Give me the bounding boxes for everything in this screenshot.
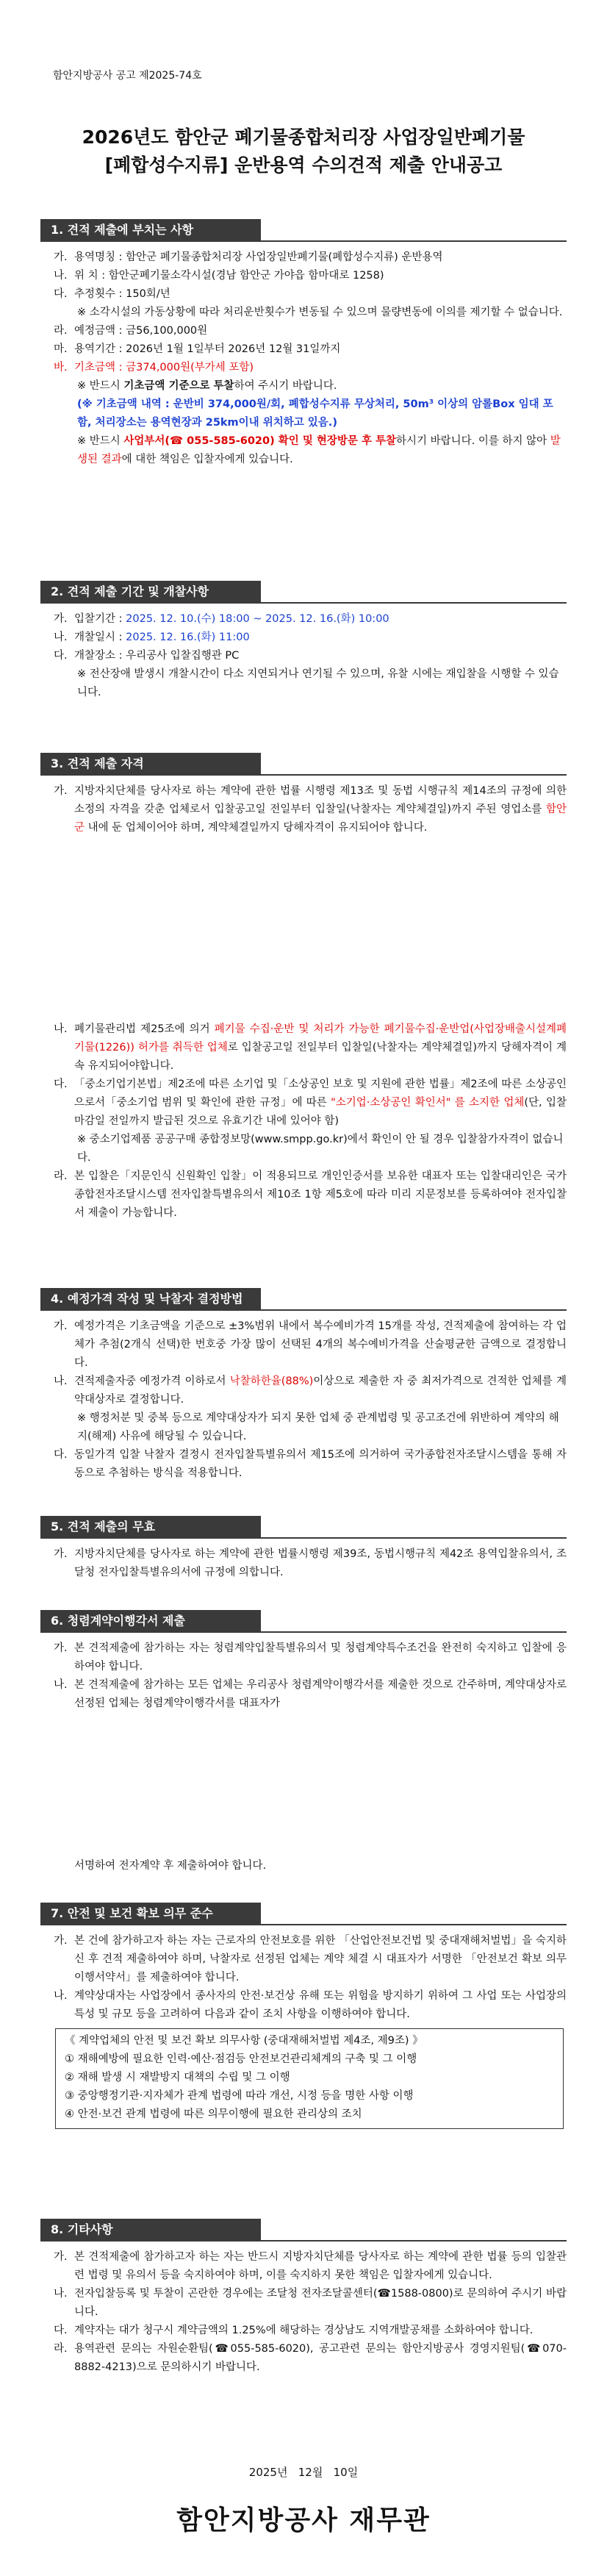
s6-item-b: 본 견적제출에 참가하는 모든 업체는 우리공사 청렴계약이행각서를 제출한 것으로 간주하며, 계약대상자로 선정된 업체는 청렴계약이행각서를 대표자가: [74, 1679, 567, 1709]
section-1-header: 1. 견적 제출에 부치는 사항: [40, 219, 567, 243]
s6-item-b-cont: 서명하여 전자계약 후 제출하여야 합니다.: [74, 1860, 267, 1872]
s1-item-a: 용역명칭 : 함안군 폐기물종합처리장 사업장일반폐기물(폐합성수지류) 운반용역: [74, 251, 443, 263]
s8-item-d: 용역관련 문의는 자원순환팀(☎055-585-6020), 공고관련 문의는 함안지방공사 경영지원팀(☎070-8882-4213)으로 문의하시기 바랍니다.: [74, 2343, 567, 2373]
s7-item-b: 계약상대자는 사업장에서 종사자의 안전·보건상 유해 또는 위험을 방지하기 위하여 그 사업 또는 사업장의 특성 및 규모 등을 고려하여 다음과 같이 조치 사항을 이행하여야 합니다.: [74, 1990, 567, 2020]
s4-item-a: 예정가격은 기초금액을 기준으로 ±3%범위 내에서 복수예비가격 15개를 작성, 견적제출에 참여하는 각 업체가 추첨(2개식 선택)한 번호중 가장 많이 선택된 4개의 복수예비가격을 산술평균한 금액으로 결정합니다.: [74, 1320, 567, 1369]
s1-item-c: 추정횟수 : 150회/년: [74, 288, 170, 300]
section-8: 8. 기타사항 가. 본 견적제출에 참가하고자 하는 자는 반드시 지방자치단체를 당사자로 하는 계약에 관한 법률 등의 입찰관련 법령 및 유의서 등을 숙지하여야 하며, 이를 숙지하지 못한 책임은 입찰자에게 있습니다. 나. 전자입찰등록 및 투찰이 곤란한 경우에는 조달청 전자조달콜센터(☎1588-0800)로 문의하여 주시기 바랍니다. 다. 계약자는 대가 청구시 계약금액의 1.25%에 해당하는 경상남도 지역개발공채를 소화하여야 합니다. 라. 용역관련 문의는 자원순환팀(☎055-585-6020), 공고관련 문의는 함안지방공사 경영지원팀(☎070-8882-4213)으로 문의하시기 바랍니다.: [40, 2219, 567, 2377]
s2-opening-time: 개찰일시 : 2025. 12. 16.(화) 11:00: [74, 632, 250, 643]
s2-note: ※ 전산장애 발생시 개찰시간이 다소 지연되거나 연기될 수 있으며, 유찰 시에는 재입찰을 시행할 수 있습니다.: [77, 668, 559, 698]
s7-item-a: 본 건에 참가하고자 하는 자는 근로자의 안전보호를 위한 「산업안전보건법 및 중대재해처벌법」을 숙지하신 후 견적 제출하여야 하며, 낙찰자로 선정된 업체는 계약 체결 시 대표자가 서명한 「안전보건 확보 의무 이행서약서」를 제출하여야 합니다.: [74, 1935, 567, 1983]
s1-item-b: 위 치 : 함안군폐기물소각시설(경남 함안군 가야읍 함마대로 1258): [74, 270, 384, 282]
safety-duty-item: ② 재해 발생 시 재발방지 대책의 수립 및 그 이행: [65, 2072, 290, 2083]
safety-duties-box: [55, 2028, 564, 2129]
s1-note-f: ※ 반드시 기초금액 기준으로 투찰하여 주시기 바랍니다.: [77, 380, 337, 392]
s4-item-b: 견적제출자중 예정가격 이하로서 낙찰하한율(88%)이상으로 제출한 자 중 최저가격으로 견적한 업체를 계약대상자로 결정합니다.: [74, 1375, 567, 1406]
s8-item-c: 계약자는 대가 청구시 계약금액의 1.25%에 해당하는 경상남도 지역개발공채를 소화하여야 합니다.: [74, 2325, 534, 2336]
section-7: 7. 안전 및 보건 확보 의무 준수 가. 본 건에 참가하고자 하는 자는 근로자의 안전보호를 위한 「산업안전보건법 및 중대재해처벌법」을 숙지하신 후 견적 제출하여야 하며, 낙찰자로 선정된 업체는 계약 체결 시 대표자가 서명한 「안전보건 확보 의무 이행서약서」를 제출하여야 합니다. 나. 계약상대자는 사업장에서 종사자의 안전·보건상 유해 또는 위험을 방지하기 위하여 그 사업 또는 사업장의 특성 및 규모 등을 고려하여 다음과 같이 조치 사항을 이행하여야 합니다. 《 계약업체의 안전 및 보건 확보 의무사항 (중대재해처벌법 제4조, 제9조) 》 ① 재해예방에 필요한 인력·예산·점검등 안전보건관리체계의 구축 및 그 이행 ② 재해 발생 시 재발방지 대책의 수립 및 그 이행 ③ 중앙행정기관·지자체가 관계 법령에 따라 개선, 시정 등을 명한 사항 이행 ④ 안전·보건 관계 법령에 따른 의무이행에 필요한 관리상의 조치: [40, 1903, 567, 2133]
s3-item-d: 본 입찰은「지문인식 신원확인 입찰」이 적용되므로 개인인증서를 보유한 대표자 또는 입찰대리인은 국가종합전자조달시스템 전자입찰특별유의서 제10조 1항 제5호에 따라 미리 지문정보를 등록하여야 전자입찰서 제출이 가능합니다.: [74, 1170, 567, 1219]
s3-item-b: 폐기물관리법 제25조에 의거 폐기물 수집·운반 및 처리가 가능한 폐기물수집·운반업(사업장배출시설계폐기물(1226)) 허가를 취득한 업체로 입찰공고일 전일부터 입찰일(낙찰자는 계약체결일)까지 당해자격이 계속 유지되어야합니다.: [74, 1023, 567, 1072]
s3-item-c: 「중소기업기본법」제2조에 따른 소기업 및「소상공인 보호 및 지원에 관한 법률」제2조에 따른 소상공인으로서「중소기업 범위 및 확인에 관한 규정」에 따른 "소기업·소상공인 확인서" 를 소지한 업체(단, 입찰마감일 전일까지 발급된 것으로 유효기간 내에 있어야 함): [74, 1078, 567, 1127]
s4-note-b: ※ 행정처분 및 중복 등으로 계약대상자가 되지 못한 업체 중 관계법령 및 공고조건에 위반하여 계약의 해지(해제) 사유에 해당될 수 있습니다.: [77, 1412, 559, 1442]
s1-warning: ※ 반드시 사업부서(☎ 055-585-6020) 확인 및 현장방문 후 투찰하시기 바랍니다. 이를 하지 않아 발생된 결과에 대한 책임은 입찰자에게 있습니다.: [77, 435, 561, 465]
section-7-header: 7. 안전 및 보건 확보 의무 준수: [40, 1903, 567, 1926]
issuer-signature: 함안지방공사 재무관: [176, 2505, 431, 2536]
section-2-header: 2. 견적 제출 기간 및 개찰사항: [40, 581, 567, 604]
safety-duty-item: ③ 중앙행정기관·지자체가 관계 법령에 따라 개선, 시정 등을 명한 사항 이행: [65, 2090, 414, 2102]
section-5: 5. 견적 제출의 무효 가. 지방자치단체를 당사자로 하는 계약에 관한 법률시행령 제39조, 동법시행규칙 제42조 용역입찰유의서, 조달청 전자입찰특별유의서에 규정에 의합니다.: [40, 1516, 567, 1582]
s3-note-c: ※ 중소기업제품 공공구매 종합정보망(www.smpp.go.kr)에서 확인이 안 될 경우 입찰참가자격이 없습니다.: [77, 1134, 564, 1164]
notice-number: 함안지방공사 공고 제2025-74호: [53, 70, 202, 82]
safety-duty-item: ① 재해예방에 필요한 인력·예산·점검등 안전보건관리체계의 구축 및 그 이행: [65, 2053, 417, 2065]
title-line-2: [폐합성수지류] 운반용역 수의견적 제출 안내공고: [104, 154, 503, 176]
s2-opening-place: 개찰장소 : 우리공사 입찰집행관 PC: [74, 650, 240, 662]
s8-item-b: 전자입찰등록 및 투찰이 곤란한 경우에는 조달청 전자조달콜센터(☎1588-0800)로 문의하여 주시기 바랍니다.: [74, 2288, 567, 2318]
safety-duties-title: 《 계약업체의 안전 및 보건 확보 의무사항 (중대재해처벌법 제4조, 제9조) 》: [65, 2035, 423, 2047]
section-8-header: 8. 기타사항: [40, 2219, 567, 2242]
s6-item-a: 본 견적제출에 참가하는 자는 청렴계약입찰특별유의서 및 청렴계약특수조건을 완전히 숙지하고 입찰에 응하여야 합니다.: [74, 1642, 567, 1672]
section-3-cont: 나. 폐기물관리법 제25조에 의거 폐기물 수집·운반 및 처리가 가능한 폐기물수집·운반업(사업장배출시설계폐기물(1226)) 허가를 취득한 업체로 입찰공고일 전일부터 입찰일(낙찰자는 계약체결일)까지 당해자격이 계속 유지되어야합니다. 다. 「중소기업기본법」제2조에 따른 소기업 및「소상공인 보호 및 지원에 관한 법률」제2조에 따른 소상공인으로서「중소기업 범위 및 확인에 관한 규정」에 따른 "소기업·소상공인 확인서" 를 소지한 업체(단, 입찰마감일 전일까지 발급된 것으로 유효기간 내에 있어야 함) ※ 중소기업제품 공공구매 종합정보망(www.smpp.go.kr)에서 확인이 안 될 경우 입찰참가자격이 없습니다. 라. 본 입찰은「지문인식 신원확인 입찰」이 적용되므로 개인인증서를 보유한 대표자 또는 입찰대리인은 국가종합전자조달시스템 전자입찰특별유의서 제10조 1항 제5호에 따라 미리 지문정보를 등록하여야 전자입찰서 제출이 가능합니다.: [40, 1020, 567, 1223]
section-4: 4. 예정가격 작성 및 낙찰자 결정방법 가. 예정가격은 기초금액을 기준으로 ±3%범위 내에서 복수예비가격 15개를 작성, 견적제출에 참여하는 각 업체가 추첨(2개식 선택)한 번호중 가장 많이 선택된 4개의 복수예비가격을 산술평균한 금액으로 결정합니다. 나. 견적제출자중 예정가격 이하로서 낙찰하한율(88%)이상으로 제출한 자 중 최저가격으로 견적한 업체를 계약대상자로 결정합니다. ※ 행정처분 및 중복 등으로 계약대상자가 되지 못한 업체 중 관계법령 및 공고조건에 위반하여 계약의 해지(해제) 사유에 해당될 수 있습니다. 다. 동일가격 입찰 낙찰자 결정시 전자입찰특별유의서 제15조에 의거하여 국가종합전자조달시스템을 통해 자동으로 추첨하는 방식을 적용합니다.: [40, 1288, 567, 1483]
section-4-header: 4. 예정가격 작성 및 낙찰자 결정방법: [40, 1288, 567, 1312]
s1-item-e: 용역기간 : 2026년 1월 1일부터 2026년 12월 31일까지: [74, 343, 341, 355]
section-6-header: 6. 청렴계약이행각서 제출: [40, 1610, 567, 1634]
s1-item-d: 예정금액 : 금56,100,000원: [74, 325, 208, 337]
s4-item-c: 동일가격 입찰 낙찰자 결정시 전자입찰특별유의서 제15조에 의거하여 국가종합전자조달시스템을 통해 자동으로 추첨하는 방식을 적용합니다.: [74, 1449, 567, 1479]
section-2: 2. 견적 제출 기간 및 개찰사항 가. 입찰기간 : 2025. 12. 10.(수) 18:00 ~ 2025. 12. 16.(화) 10:00 나. 개찰일시 : 2025. 12. 16.(화) 11:00 다. 개찰장소 : 우리공사 입찰집행관 PC ※ 전산장애 발생시 개찰시간이 다소 지연되거나 연기될 수 있으며, 유찰 시에는 재입찰을 시행할 수 있습니다.: [40, 581, 567, 702]
s8-item-a: 본 견적제출에 참가하고자 하는 자는 반드시 지방자치단체를 당사자로 하는 계약에 관한 법률 등의 입찰관련 법령 및 유의서 등을 숙지하여야 하며, 이를 숙지하지 못한 책임은 입찰자에게 있습니다.: [74, 2251, 567, 2281]
s3-item-a: 지방자치단체를 당사자로 하는 계약에 관한 법률 시행령 제13조 및 동법 시행규칙 제14조의 규정에 의한 소정의 자격을 갖춘 업체로서 입찰공고일 전일부터 입찰일(낙찰자는 계약체결일)까지 주된 영업소를 함안군 내에 둔 업체이어야 하며, 계약체결일까지 당해자격이 유지되어야 합니다.: [74, 785, 567, 834]
s1-base-detail: (※ 기초금액 내역 : 운반비 374,000원/회, 폐합성수지류 무상처리, 50m³ 이상의 암롤Box 임대 포함, 처리장소는 용역현장과 25km이내 위치하고 있음.): [77, 398, 553, 429]
s5-item-a: 지방자치단체를 당사자로 하는 계약에 관한 법률시행령 제39조, 동법시행규칙 제42조 용역입찰유의서, 조달청 전자입찰특별유의서에 규정에 의합니다.: [74, 1548, 567, 1578]
section-3-header: 3. 견적 제출 자격: [40, 753, 567, 776]
section-6: 6. 청렴계약이행각서 제출 가. 본 견적제출에 참가하는 자는 청렴계약입찰특별유의서 및 청렴계약특수조건을 완전히 숙지하고 입찰에 응하여야 합니다. 나. 본 견적제출에 참가하는 모든 업체는 우리공사 청렴계약이행각서를 제출한 것으로 간주하며, 계약대상자로 선정된 업체는 청렴계약이행각서를 대표자가: [40, 1610, 567, 1713]
safety-duty-item: ④ 안전·보건 관계 법령에 따른 의무이행에 필요한 관리상의 조치: [65, 2108, 362, 2120]
section-1: 1. 견적 제출에 부치는 사항 가. 용역명칭 : 함안군 폐기물종합처리장 사업장일반폐기물(폐합성수지류) 운반용역 나. 위 치 : 함안군폐기물소각시설(경남 함안군 가야읍 함마대로 1258) 다. 추정횟수 : 150회/년 ※ 소각시설의 가동상황에 따라 처리운반횟수가 변동될 수 있으며 물량변동에 이의를 제기할 수 없습니다. 라. 예정금액 : 금56,100,000원 마. 용역기간 : 2026년 1월 1일부터 2026년 12월 31일까지 바. 기초금액 : 금374,000원(부가세 포함) ※ 반드시 기초금액 기준으로 투찰하여 주시기 바랍니다. (※ 기초금액 내역 : 운반비 374,000원/회, 폐합성수지류 무상처리, 50m³ 이상의 암롤Box 임대 포함, 처리장소는 용역현장과 25km이내 위치하고 있음.) ※ 반드시 사업부서(☎ 055-585-6020) 확인 및 현장방문 후 투찰하시기 바랍니다. 이를 하지 않아 발생된 결과에 대한 책임은 입찰자에게 있습니다.: [40, 219, 567, 469]
title-line-1: 2026년도 함안군 폐기물종합처리장 사업장일반폐기물: [82, 126, 525, 148]
notice-date: 2025년 12월 10일: [248, 2466, 359, 2479]
s2-bid-period: 입찰기간 : 2025. 12. 10.(수) 18:00 ~ 2025. 12. 16.(화) 10:00: [74, 613, 389, 625]
s1-item-f: 기초금액 : 금374,000원(부가세 포함): [74, 362, 254, 373]
s1-note-c: ※ 소각시설의 가동상황에 따라 처리운반횟수가 변동될 수 있으며 물량변동에 이의를 제기할 수 없습니다.: [77, 307, 563, 318]
section-5-header: 5. 견적 제출의 무효: [40, 1516, 567, 1539]
section-3: 3. 견적 제출 자격 가. 지방자치단체를 당사자로 하는 계약에 관한 법률 시행령 제13조 및 동법 시행규칙 제14조의 규정에 의한 소정의 자격을 갖춘 업체로서 입찰공고일 전일부터 입찰일(낙찰자는 계약체결일)까지 주된 영업소를 함안군 내에 둔 업체이어야 하며, 계약체결일까지 당해자격이 유지되어야 합니다.: [40, 753, 567, 837]
